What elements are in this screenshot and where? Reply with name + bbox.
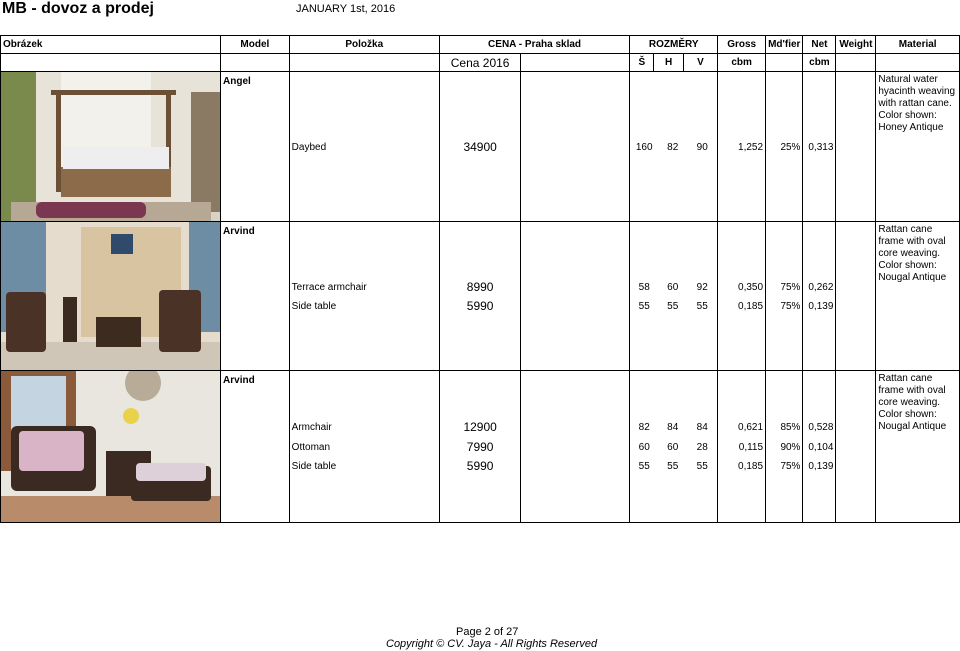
item-price: 5990: [466, 299, 494, 313]
mdf-percent: 90%: [780, 441, 801, 453]
item-name: Side table: [291, 461, 337, 473]
dim-d: 92: [696, 281, 708, 293]
model-name: Arvind: [221, 222, 290, 371]
model-name: Arvind: [221, 371, 290, 523]
mdf-percent: 75%: [780, 301, 801, 312]
product-row: [1, 72, 960, 222]
product-photo: [1, 371, 221, 523]
col-price: CENA - Praha sklad: [439, 36, 629, 54]
gross-cbm: 0,350: [738, 281, 764, 293]
item-name: Ottoman: [291, 441, 331, 453]
weight-cell: [836, 371, 876, 523]
dim-h: 60: [667, 281, 679, 293]
dim-d: 90: [696, 141, 708, 153]
dim-h: 55: [667, 301, 679, 312]
net-cbm: 0,104: [808, 441, 834, 453]
gross-cbm: 0,115: [738, 441, 764, 453]
col-weight: Weight: [836, 36, 876, 54]
product-row: [1, 222, 960, 371]
item-name: Side table: [291, 301, 337, 312]
col-model: Model: [221, 36, 290, 54]
dim-h: 55: [667, 461, 679, 473]
gross-cbm: 0,185: [738, 301, 764, 312]
col-item: Položka: [289, 36, 439, 54]
col-price-sub: Cena 2016: [439, 54, 521, 72]
catalog-table: [0, 35, 960, 523]
item-price: 8990: [466, 279, 494, 294]
col-net-sub: cbm: [803, 54, 836, 72]
gross-cbm: 1,252: [738, 141, 764, 153]
document-title: MB - dovoz a prodej: [2, 0, 154, 17]
col-h: H: [654, 54, 683, 72]
material-text: Rattan cane frame with oval core weaving. Color shown: Nougal Antique: [876, 371, 960, 523]
dim-d: 55: [696, 461, 708, 473]
mdf-percent: 85%: [780, 422, 801, 434]
dim-d: 84: [696, 422, 708, 434]
col-gross: Gross: [718, 36, 766, 54]
net-cbm: 0,139: [808, 461, 834, 473]
net-cbm: 0,262: [808, 281, 834, 293]
copyright: Copyright © CV. Jaya - All Rights Reserved: [386, 638, 598, 650]
col-material: Material: [876, 36, 960, 54]
dim-w: 55: [638, 461, 650, 473]
model-name: Angel: [221, 72, 290, 222]
dim-d: 28: [696, 441, 708, 453]
col-net: Net: [803, 36, 836, 54]
material-text: Rattan cane frame with oval core weaving. Color shown: Nougal Antique: [876, 222, 960, 371]
dim-w: 58: [638, 281, 650, 293]
daybed-photo-icon: [1, 72, 220, 221]
item-name: Armchair: [291, 422, 332, 434]
dim-h: 82: [667, 141, 679, 153]
net-cbm: 0,139: [808, 301, 834, 312]
armchair-set-photo-icon: [1, 371, 220, 522]
material-text: Natural water hyacinth weaving with rattan cane. Color shown: Honey Antique: [876, 72, 960, 222]
product-row: [1, 371, 960, 523]
terrace-set-photo-icon: [1, 222, 220, 370]
document-date: JANUARY 1st, 2016: [296, 3, 396, 15]
weight-cell: [836, 222, 876, 371]
weight-cell: [836, 72, 876, 222]
mdf-percent: 75%: [780, 461, 801, 473]
col-gross-sub: cbm: [718, 54, 766, 72]
gross-cbm: 0,621: [738, 422, 764, 434]
item-price: 7990: [466, 439, 494, 454]
item-price: 5990: [466, 459, 494, 474]
dim-h: 84: [667, 422, 679, 434]
header-row: [1, 36, 960, 54]
col-image: Obrázek: [1, 36, 221, 54]
product-photo: [1, 72, 221, 222]
dim-w: 60: [638, 441, 650, 453]
gross-cbm: 0,185: [738, 461, 764, 473]
dim-w: 82: [638, 422, 650, 434]
item-price: 12900: [463, 420, 497, 435]
net-cbm: 0,528: [808, 422, 834, 434]
item-name: Daybed: [291, 141, 327, 153]
dim-d: 55: [696, 301, 708, 312]
dim-w: 55: [638, 301, 650, 312]
mdf-percent: 25%: [780, 141, 801, 153]
dim-w: 160: [635, 141, 653, 153]
col-d: V: [683, 54, 717, 72]
col-dims: ROZMĚRY: [630, 36, 718, 54]
mdf-percent: 75%: [780, 281, 801, 293]
col-mdf: Md'fier: [766, 36, 803, 54]
product-photo: [1, 222, 221, 371]
net-cbm: 0,313: [808, 141, 834, 153]
item-name: Terrace armchair: [291, 281, 367, 293]
header-subrow: [1, 54, 960, 72]
dim-h: 60: [667, 441, 679, 453]
item-price: 34900: [463, 139, 497, 154]
col-w: Š: [630, 54, 654, 72]
page-number: Page 2 of 27: [456, 626, 519, 638]
